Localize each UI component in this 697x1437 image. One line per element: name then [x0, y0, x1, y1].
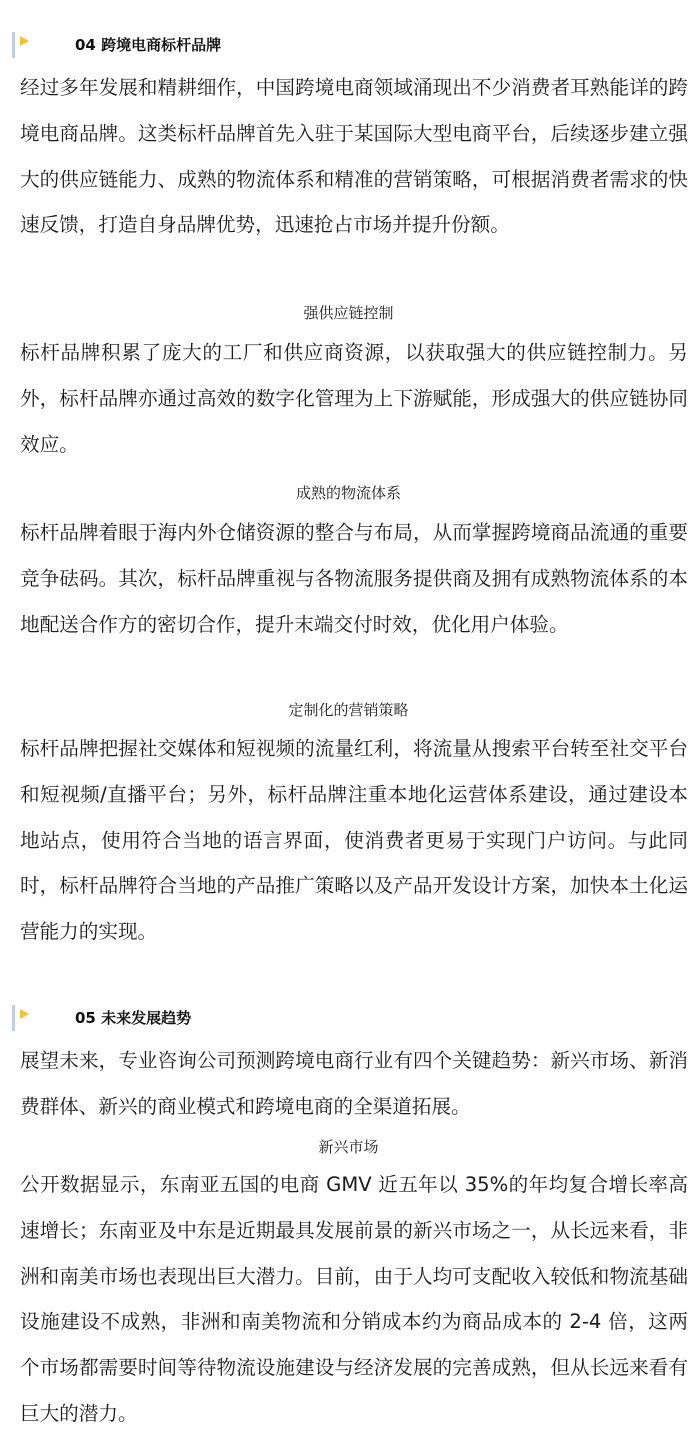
- section-title: 04 跨境电商标杆品牌: [75, 36, 222, 54]
- subsection-heading-emerging-markets: 新兴市场: [318, 1138, 379, 1156]
- section-header-05: [12, 1005, 692, 1033]
- section-title: 05 未来发展趋势: [75, 1009, 192, 1027]
- section-intro-paragraph: 经过多年发展和精耕细作，中国跨境电商领域涌现出不少消费者耳熟能详的跨境电商品牌。这类标杆品牌首先入驻于某国际大型电商平台，后续逐步建立强大的供应链能力、成熟的物流体系和精准的营销策略，可根据消费者需求的快速反馈，打造自身品牌优势，迅速抢占市场并提升份额。: [20, 76, 688, 237]
- subsection-heading-supply-chain: 强供应链控制: [303, 304, 394, 322]
- subsection-paragraph-emerging-markets: 公开数据显示，东南亚五国的电商 GMV 近五年以 35%的年均复合增长率高速增长；东南亚及中东是近期最具发展前景的新兴市场之一，从长远来看，非洲和南美市场也表现出巨大潜力。目前，由于人均可支配收入较低和物流基础设施建设不成熟，非洲和南美物流和分销成本约为商品成本的 2-4 倍，这两个市场都需要时间等待物流设施建设与经济发展的完善成熟，但从长远来看有巨大的潜力。: [20, 1173, 688, 1425]
- subsection-paragraph-logistics: 标杆品牌着眼于海内外仓储资源的整合与布局，从而掌握跨境商品流通的重要竞争砝码。其次，标杆品牌重视与各物流服务提供商及拥有成熟物流体系的本地配送合作方的密切合作，提升末端交付时效，优化用户体验。: [20, 521, 688, 636]
- section-intro-paragraph: 展望未来，专业咨询公司预测跨境电商行业有四个关键趋势：新兴市场、新消费群体、新兴的商业模式和跨境电商的全渠道拓展。: [20, 1049, 688, 1118]
- triangle-marker-icon: [20, 36, 29, 46]
- section-bar-decoration: [12, 1005, 15, 1031]
- triangle-marker-icon: [20, 1009, 29, 1019]
- subsection-heading-marketing: 定制化的营销策略: [288, 701, 409, 719]
- section-bar-decoration: [12, 32, 15, 58]
- section-header-04: [12, 32, 692, 60]
- subsection-heading-logistics: 成熟的物流体系: [295, 484, 401, 502]
- subsection-paragraph-marketing: 标杆品牌把握社交媒体和短视频的流量红利，将流量从搜索平台转至社交平台和短视频/直播平台；另外，标杆品牌注重本地化运营体系建设，通过建设本地站点，使用符合当地的语言界面，使消费者更易于实现门户访问。与此同时，标杆品牌符合当地的产品推广策略以及产品开发设计方案，加快本土化运营能力的实现。: [20, 737, 688, 944]
- subsection-paragraph-supply-chain: 标杆品牌积累了庞大的工厂和供应商资源，以获取强大的供应链控制力。另外，标杆品牌亦通过高效的数字化管理为上下游赋能，形成强大的供应链协同效应。: [20, 341, 688, 456]
